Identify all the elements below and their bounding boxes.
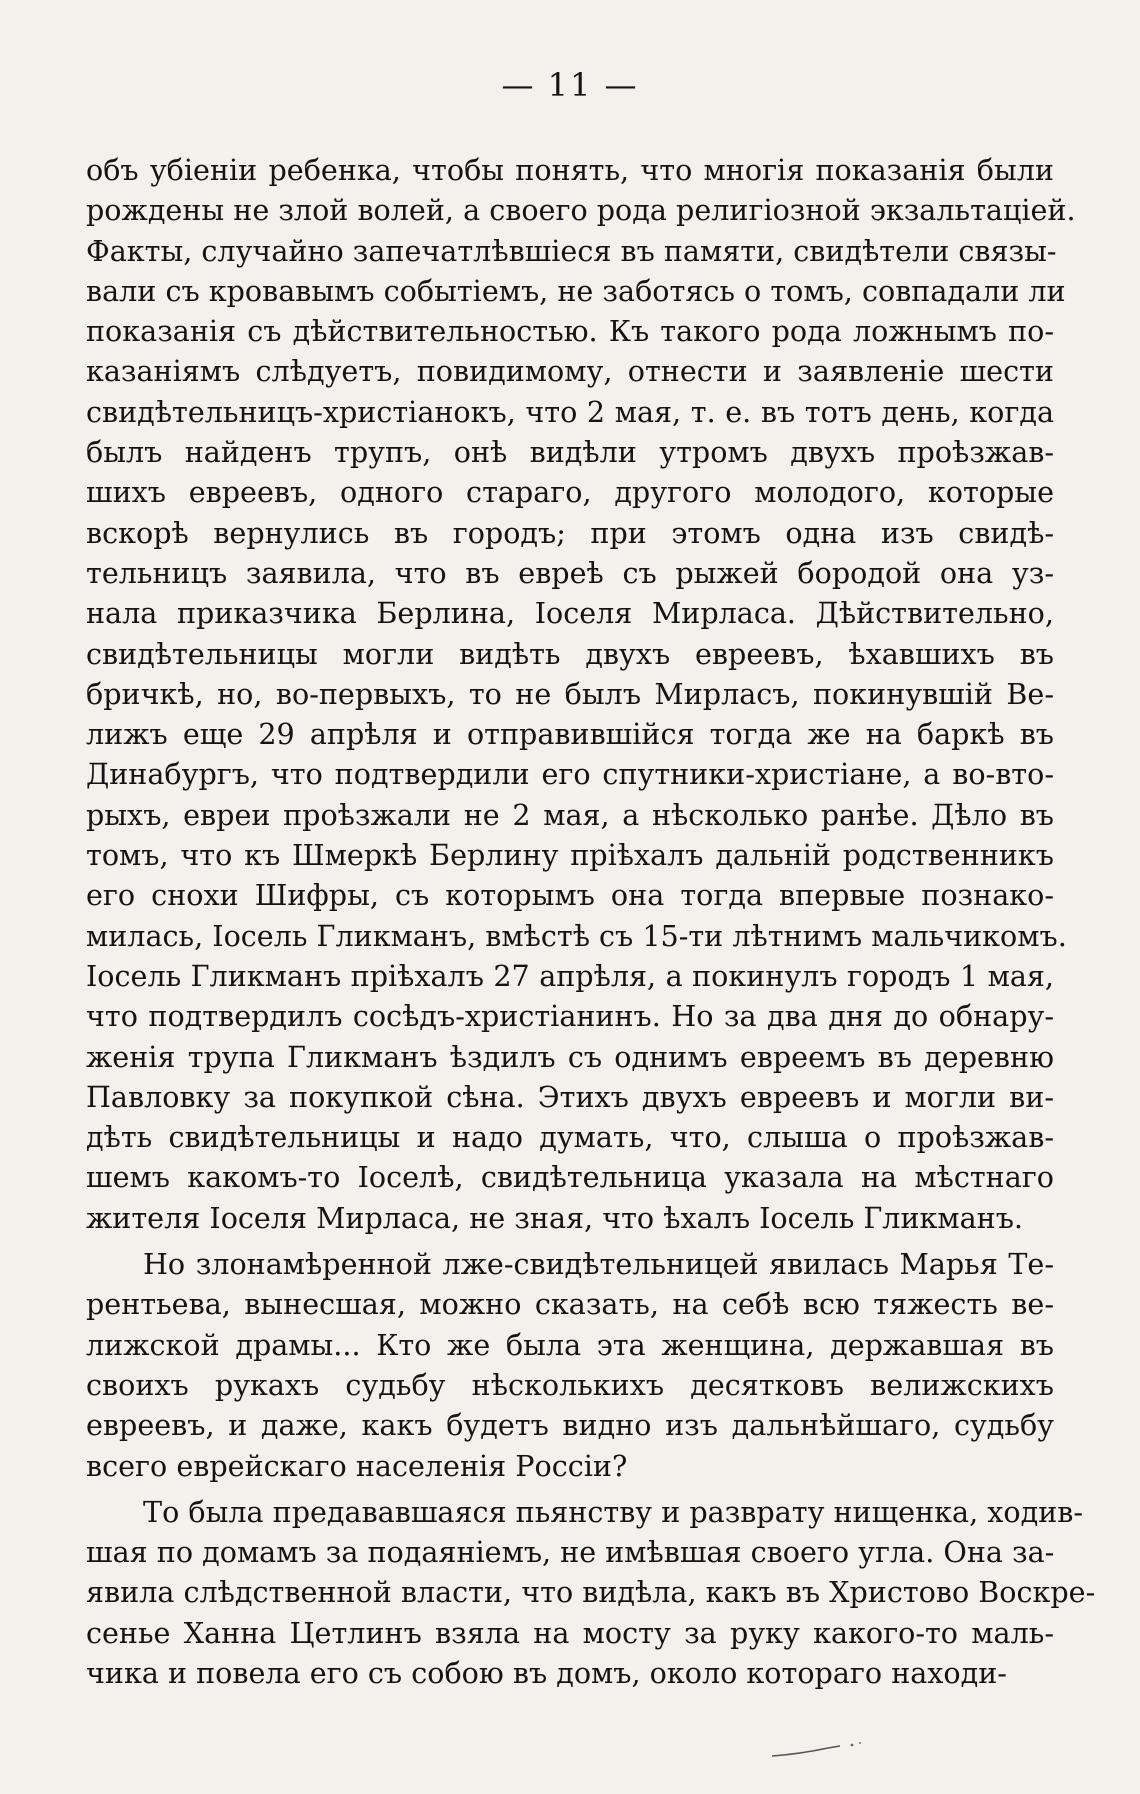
body-text — [86, 150, 1096, 1693]
text-line: рыхъ, евреи проѣзжали не 2 мая, а нѣсколько ранѣе. Дѣло въ — [86, 797, 1054, 832]
text-line: объ убіеніи ребенка, чтобы понять, что многія показанія были — [86, 153, 1054, 187]
text-line: своихъ рукахъ судьбу нѣсколькихъ десятковъ велижскихъ — [86, 1367, 1054, 1402]
page-number-header: — 11 — — [501, 66, 639, 104]
text-line: бричкѣ, но, во-первыхъ, то не былъ Мирласъ, покинувшій Ве- — [86, 676, 1054, 711]
text-line: вали съ кровавымъ событіемъ, не заботясь о томъ, совпадали ли — [86, 273, 1066, 308]
text-line: евреевъ, и даже, какъ будетъ видно изъ дальнѣйшаго, судьбу — [86, 1408, 1054, 1443]
text-line: показанія съ дѣйствительностью. Къ такого рода ложнымъ по- — [86, 314, 1054, 349]
text-line: былъ найденъ трупъ, онѣ видѣли утромъ двухъ проѣзжав- — [86, 435, 1054, 470]
text-line: что подтвердилъ сосѣдъ-христіанинъ. Но за два дня до обнару- — [86, 999, 1054, 1034]
text-line: рождены не злой волей, а своего рода религіозной экзальтаціей. — [86, 193, 1076, 228]
text-line: дѣть свидѣтельницы и надо думать, что, слыша о проѣзжав- — [86, 1120, 1054, 1155]
text-line: Факты, случайно запечатлѣвшіеся въ памяти, свидѣтели связы- — [86, 233, 1057, 268]
text-line: всего еврейскаго населенія Россіи? — [86, 1448, 628, 1483]
text-line: милась, Іосель Гликманъ, вмѣстѣ съ 15-ти лѣтнимъ мальчикомъ. — [86, 918, 1067, 953]
text-line: лижской драмы... Кто же была эта женщина, державшая въ — [86, 1327, 1054, 1362]
text-line: жителя Іоселя Мирласа, не зная, что ѣхалъ Іосель Гликманъ. — [86, 1200, 1024, 1235]
paragraph — [86, 1492, 1096, 1693]
text-line: женія трупа Гликманъ ѣздилъ съ однимъ евреемъ въ деревню — [86, 1039, 1054, 1074]
text-line: Но злонамѣренной лже-свидѣтельницей явилась Марья Те- — [143, 1247, 1054, 1282]
ink-smudge — [770, 1740, 880, 1760]
text-line: шая по домамъ за подаяніемъ, не имѣвшая своего угла. Она за- — [86, 1535, 1055, 1570]
text-line: казаніямъ слѣдуетъ, повидимому, отнести и заявленіе шести — [86, 354, 1054, 389]
text-line: сенье Ханна Цетлинъ взяла на мосту за руку какого-то маль- — [86, 1615, 1054, 1650]
text-line: Іосель Гликманъ пріѣхалъ 27 апрѣля, а покинулъ городъ 1 мая, — [86, 958, 1054, 993]
text-line: тельницъ заявила, что въ евреѣ съ рыжей бородой она уз- — [86, 555, 1054, 590]
text-line: шемъ какомъ-то Іоселѣ, свидѣтельница указала на мѣстнаго — [86, 1160, 1054, 1195]
text-line: нала приказчика Берлина, Іоселя Мирласа. Дѣйствительно, — [86, 596, 1054, 631]
text-line: То была предававшаяся пьянству и разврату нищенка, ходив- — [143, 1494, 1084, 1529]
paragraph — [86, 150, 1076, 1238]
text-line: вскорѣ вернулись въ городъ; при этомъ одна изъ свидѣ- — [86, 515, 1054, 550]
text-line: свидѣтельницы могли видѣть двухъ евреевъ, ѣхавшихъ въ — [86, 636, 1054, 671]
text-line: явила слѣдственной власти, что видѣла, какъ въ Христово Воскре- — [86, 1575, 1096, 1610]
text-line: чика и повела его съ собою въ домъ, около котораго находи- — [86, 1655, 1007, 1690]
text-line: его снохи Шифры, съ которымъ она тогда впервые познако- — [86, 878, 1054, 913]
paragraph — [86, 1244, 1054, 1486]
text-line: рентьева, вынесшая, можно сказать, на себѣ всю тяжесть ве- — [86, 1287, 1054, 1322]
text-line: Павловку за покупкой сѣна. Этихъ двухъ евреевъ и могли ви- — [86, 1079, 1054, 1114]
text-line: свидѣтельницъ-христіанокъ, что 2 мая, т. е. въ тотъ день, когда — [86, 394, 1054, 429]
text-line: Динабургъ, что подтвердили его спутники-христіане, а во-вто- — [86, 757, 1054, 792]
text-line: томъ, что къ Шмеркѣ Берлину пріѣхалъ дальній родственникъ — [86, 838, 1054, 873]
text-line: лижъ еще 29 апрѣля и отправившійся тогда же на баркѣ въ — [86, 717, 1054, 752]
text-line: шихъ евреевъ, одного стараго, другого молодого, которые — [86, 475, 1054, 510]
